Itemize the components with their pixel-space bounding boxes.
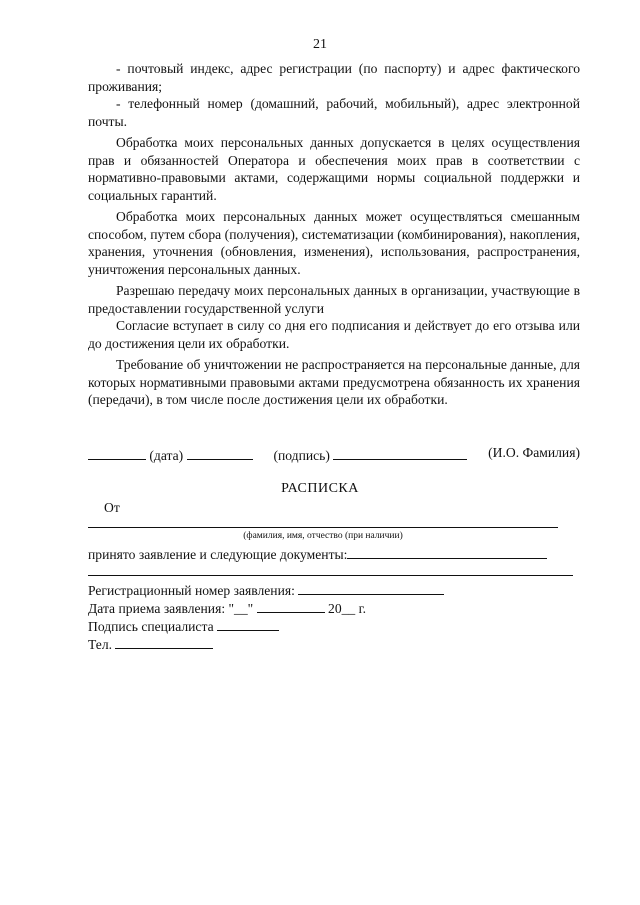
date-received-label: Дата приема заявления: "__": [88, 601, 254, 616]
signature-field: [273, 445, 467, 464]
accepted-blank: [347, 544, 547, 559]
signature-row: [88, 445, 580, 464]
paragraph-consent-validity: Согласие вступает в силу со дня его подписания и действует до его отзыва или до достижения цели их обработки.: [88, 318, 580, 351]
phone-row: [88, 634, 213, 653]
date-signature-gap-blank: [187, 445, 253, 460]
month-blank: [257, 598, 325, 613]
page-number: 21: [313, 37, 327, 52]
name-label: (И.О. Фамилия): [488, 445, 580, 460]
specialist-label: Подпись специалиста: [88, 619, 214, 634]
paragraph-destruction-request: Требование об уничтожении не распространяется на персональные данные, для которых нормативными правовыми актами предусмотрена обязанность их хранения (передачи), в том числе после достижения цели их обработки.: [88, 357, 580, 407]
documents-line: [88, 575, 573, 576]
accepted-label: принято заявление и следующие документы:: [88, 547, 348, 562]
accepted-documents-row: [88, 544, 547, 563]
phone-label: Тел.: [88, 637, 113, 652]
specialist-row: [88, 616, 279, 635]
receipt-from-label: От: [104, 500, 120, 515]
phone-blank: [115, 634, 213, 649]
receipt-title: РАСПИСКА: [281, 481, 359, 496]
paragraph-postal: - почтовый индекс, адрес регистрации (по паспорту) и адрес фактического проживания;: [88, 61, 580, 94]
date-blank: [88, 445, 146, 460]
signature-label: (подпись): [273, 448, 330, 463]
reg-number-label: Регистрационный номер заявления:: [88, 583, 295, 598]
date-received-row: [88, 598, 366, 617]
fio-hint: (фамилия, имя, отчество (при наличии): [243, 531, 403, 541]
date-label: (дата): [149, 448, 184, 463]
reg-number-row: [88, 580, 444, 599]
reg-number-blank: [298, 580, 444, 595]
fio-line: [88, 527, 558, 528]
paragraph-processing-purpose: Обработка моих персональных данных допускается в целях осуществления прав и обязанностей Оператора и обеспечения моих прав в соответствии с нормативно-правовыми актами, содержащими нормы социальной поддержки и социальных гарантий.: [88, 135, 580, 203]
signature-blank: [333, 445, 467, 460]
paragraph-transfer-permission: Разрешаю передачу моих персональных данных в организации, участвующие в предоставлении государственной услуги: [88, 283, 580, 316]
consent-body: [88, 60, 580, 409]
paragraph-processing-method: Обработка моих персональных данных может осуществляться смешанным способом, путем сбора (получения), систематизации (комбинирования), накопления, хранения, уточнения (обновления, изменения), использования, распространения, уничтожения персональных данных.: [88, 209, 580, 277]
specialist-blank: [217, 616, 279, 631]
date-field: [88, 445, 253, 464]
year-label: 20__ г.: [328, 601, 367, 616]
paragraph-phone: - телефонный номер (домашний, рабочий, мобильный), адрес электронной почты.: [88, 96, 580, 129]
